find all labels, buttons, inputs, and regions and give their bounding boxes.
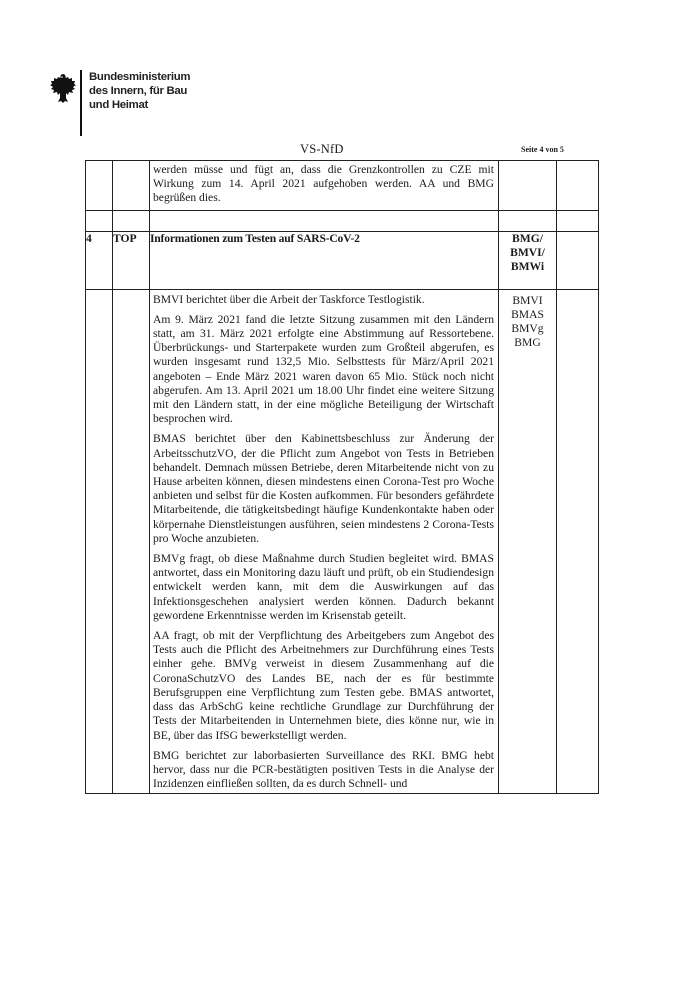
cell-label <box>113 161 150 211</box>
responsible-entry: BMWi <box>510 260 545 274</box>
cell-number <box>86 289 113 794</box>
table-row-details <box>86 289 599 794</box>
cell-empty <box>86 210 113 231</box>
continuation-text: werden müsse und fügt an, dass die Grenzkontrollen zu CZE mit Wirkung zum 14. April 2021 aufgehoben werden. AA und BMG begrüßen dies. <box>153 163 494 205</box>
responsible-ministries <box>499 289 557 794</box>
responsible-entry: BMVI <box>512 293 543 307</box>
page-number: Seite 4 von 5 <box>521 145 564 154</box>
cell-empty <box>150 210 499 231</box>
cell-extra <box>557 231 599 289</box>
cell-details <box>150 289 499 794</box>
agenda-title-text: Informationen zum Testen auf SARS-CoV-2 <box>150 231 360 245</box>
cell-empty <box>499 210 557 231</box>
cell-extra <box>557 161 599 211</box>
cell-empty <box>113 210 150 231</box>
table-row-continuation <box>86 161 599 211</box>
ministry-line: des Innern, für Bau <box>89 85 188 97</box>
responsible-entry: BMVg <box>511 322 544 336</box>
paragraph: Am 9. März 2021 fand die letzte Sitzung zusammen mit den Ländern statt, am 31. März 2021 erfolgte eine Abstimmung auf Ressortebene. Überbrückungs- und Starterpakete wurden zum Großteil abgerufen, es wurden insgesamt rund 132,5 Mio. Selbsttests für März/April 2021 angeboten – Ende März 2021 waren davon 65 Mio. Stück noch nicht abgerufen. Am 13. April 2021 um 18.00 Uhr findet eine weitere Sitzung mit den Ländern statt, in der eine mögliche Beteiligung der Wirtschaft besprochen wird. <box>153 312 494 426</box>
classification-label: VS-NfD <box>300 142 344 156</box>
responsible-entry: BMVI/ <box>510 245 545 259</box>
responsible-entry: BMG <box>514 336 541 350</box>
cell-empty <box>557 210 599 231</box>
ministry-line: Bundesministerium <box>89 71 191 83</box>
table-row-spacer <box>86 210 599 231</box>
federal-eagle-icon <box>50 72 76 104</box>
agenda-label: TOP <box>113 231 150 289</box>
responsible-entry: BMAS <box>511 307 544 321</box>
ministry-line: und Heimat <box>89 99 149 111</box>
cell-responsible <box>499 161 557 211</box>
cell-text <box>150 161 499 211</box>
responsible-entry: BMG/ <box>512 231 543 245</box>
minutes-table <box>85 160 599 794</box>
header-divider <box>80 70 82 136</box>
ministry-name <box>89 70 190 112</box>
cell-extra <box>557 289 599 794</box>
paragraph: BMVg fragt, ob diese Maßnahme durch Studien begleitet wird. BMAS antwortet, dass ein Monitoring dazu läuft und prüft, ob ein Studiendesign entwickelt werden kann, mit dem die Auswirkungen auf das Infektionsgeschehen analysiert werden können. Dadurch bekannt gewordene Erkenntnisse werden im Krisenstab geteilt. <box>153 552 494 622</box>
table-row-top-heading <box>86 231 599 289</box>
paragraph: BMG berichtet zur laborbasierten Surveillance des RKI. BMG hebt hervor, dass nur die PCR-bestätigten positiven Tests in die Analyse der Inzidenzen einfließen sollten, da es durch Schnell- und <box>153 748 494 791</box>
responsible-ministries <box>499 231 557 289</box>
paragraph: AA fragt, ob mit der Verpflichtung des Arbeitgebers zum Angebot des Tests auch die Pflicht des Arbeitnehmers zur Durchführung eines Tests einher gehe. BMVg verweist in diesem Zusammenhang auf die CoronaSchutzVO des Landes BE, nach der es für bestimmte Berufsgruppen eine Verpflichtung zum Testen gebe. BMAS antwortet, dass das ArbSchG keine rechtliche Grundlage zur Durchführung der Tests der Mitarbeitenden in Unternehmen biete, dies könne nur, wie in BE, über das IfSG bewerkstelligt werden. <box>153 629 494 742</box>
cell-label <box>113 289 150 794</box>
agenda-number: 4 <box>86 231 113 289</box>
agenda-title <box>150 231 499 289</box>
paragraph: BMVI berichtet über die Arbeit der Taskforce Testlogistik. <box>153 292 425 306</box>
paragraph: BMAS berichtet über den Kabinettsbeschluss zur Änderung der ArbeitsschutzVO, der die Pflicht zum Angebot von Tests in Betrieben behandelt. Demnach müssen Betriebe, deren Mitarbeitende nicht von zu Hause arbeiten können, diesen mindestens einen Corona-Test pro Woche anbieten und selbst für die Kosten aufkommen. Für besonders gefährdete Mitarbeitende, die tätigkeitsbedingt häufige Kundenkontakte haben oder körpernahe Dienstleistungen ausführen, seien mindestens 2 Corona-Tests pro Woche anzubieten. <box>153 432 494 545</box>
cell-number <box>86 161 113 211</box>
